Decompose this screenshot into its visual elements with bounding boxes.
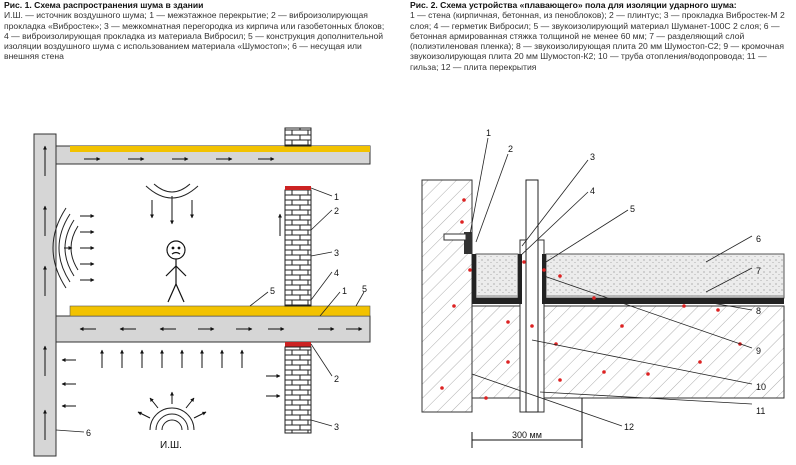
vibro-pad-bottom [285,342,311,347]
figure1-diagram [34,128,370,456]
figure2-diagram [422,128,784,448]
fig2-label-11: 11 [756,406,766,416]
fig1-label-4: 4 [334,268,340,278]
fig2-label-1: 1 [486,128,492,138]
edge-strip-right [542,254,546,304]
fig2-label-4: 4 [590,186,596,196]
fig2-label-2: 2 [508,144,514,154]
fig1-label-1: 1 [334,192,340,202]
vibro-pad-top [285,186,311,190]
floor-slab [472,306,784,398]
upper-slab-layer [70,146,370,152]
fig2-label-9: 9 [756,346,762,356]
figure2-title: Рис. 2. Схема устройства «плавающего» пола для изоляции ударного шума: [410,0,737,10]
sound-wave-icon [53,208,78,288]
person-icon [166,241,186,302]
fig2-label-5: 5 [630,204,636,214]
dimension-label: 300 мм [512,430,542,440]
fig1-label-3: 3 [334,248,340,258]
fig2-label-6: 6 [756,234,762,244]
fig1-label-6: 6 [86,428,92,438]
fig2-label-12: 12 [624,422,635,432]
screed-left [476,254,518,298]
fig2-label-3: 3 [590,152,596,162]
fig1-label-3b: 3 [334,422,340,432]
fig2-label-7: 7 [756,266,762,276]
fig1-label-1b: 1 [342,286,348,296]
pipe [526,180,538,412]
noise-source [138,392,206,451]
fig1-label-2b: 2 [334,374,340,384]
figure1-legend: И.Ш. — источник воздушного шума; 1 — межэтажное перекрытие; 2 — виброизолирующая прокладка «Вибростек»; 3 — межкомнатная перегородка из кирпича или газобетонных блоков; 4 — виброизолирующая прокладка из материала Вибросил; 5 — конструкция дополнительной изоляции воздушного шума с использованием материала «Шумостоп»; 6 — несущая или внешняя стена [4,10,385,62]
floor-layer-5 [70,306,370,316]
brick-top [285,128,311,146]
figure2-legend: 1 — стена (кирпичная, бетонная, из пеноблоков); 2 — плинтус; 3 — прокладка Вибростек-М 2 слоя; 4 — герметик Вибросил; 5 — звукоизолирующий материал Шуманет-100С 2 слоя; 6 — бетонная армированная стяжка толщиной не менее 60 мм; 7 — разделяющий слой (полиэтиленовая пленка); 8 — звукоизолирующая плита 20 мм Шумостоп-С2; 9 — кромочная звукоизолирующая плита 20 мм Шумостоп-К2; 10 — труба отопления/водопровода; 11 — гильза; 12 — плита перекрытия [410,10,785,72]
edge-strip-mid [518,254,522,304]
screed [546,254,784,298]
plinth-fastener [444,234,466,240]
wall [422,180,472,412]
brick-lower [285,347,311,433]
noise-source-label: И.Ш. [160,440,182,451]
fig1-label-2: 2 [334,206,340,216]
figure1-title: Рис. 1. Схема распространения шума в здании [4,0,204,10]
brick-partition [285,190,311,306]
fig1-label-5: 5 [270,286,276,296]
edge-strip-left [472,254,476,304]
fig2-label-10: 10 [756,382,767,392]
iso-plate [546,298,784,304]
fig1-label-5b: 5 [362,284,368,294]
fig2-label-8: 8 [756,306,762,316]
iso-plate-left [476,298,518,304]
